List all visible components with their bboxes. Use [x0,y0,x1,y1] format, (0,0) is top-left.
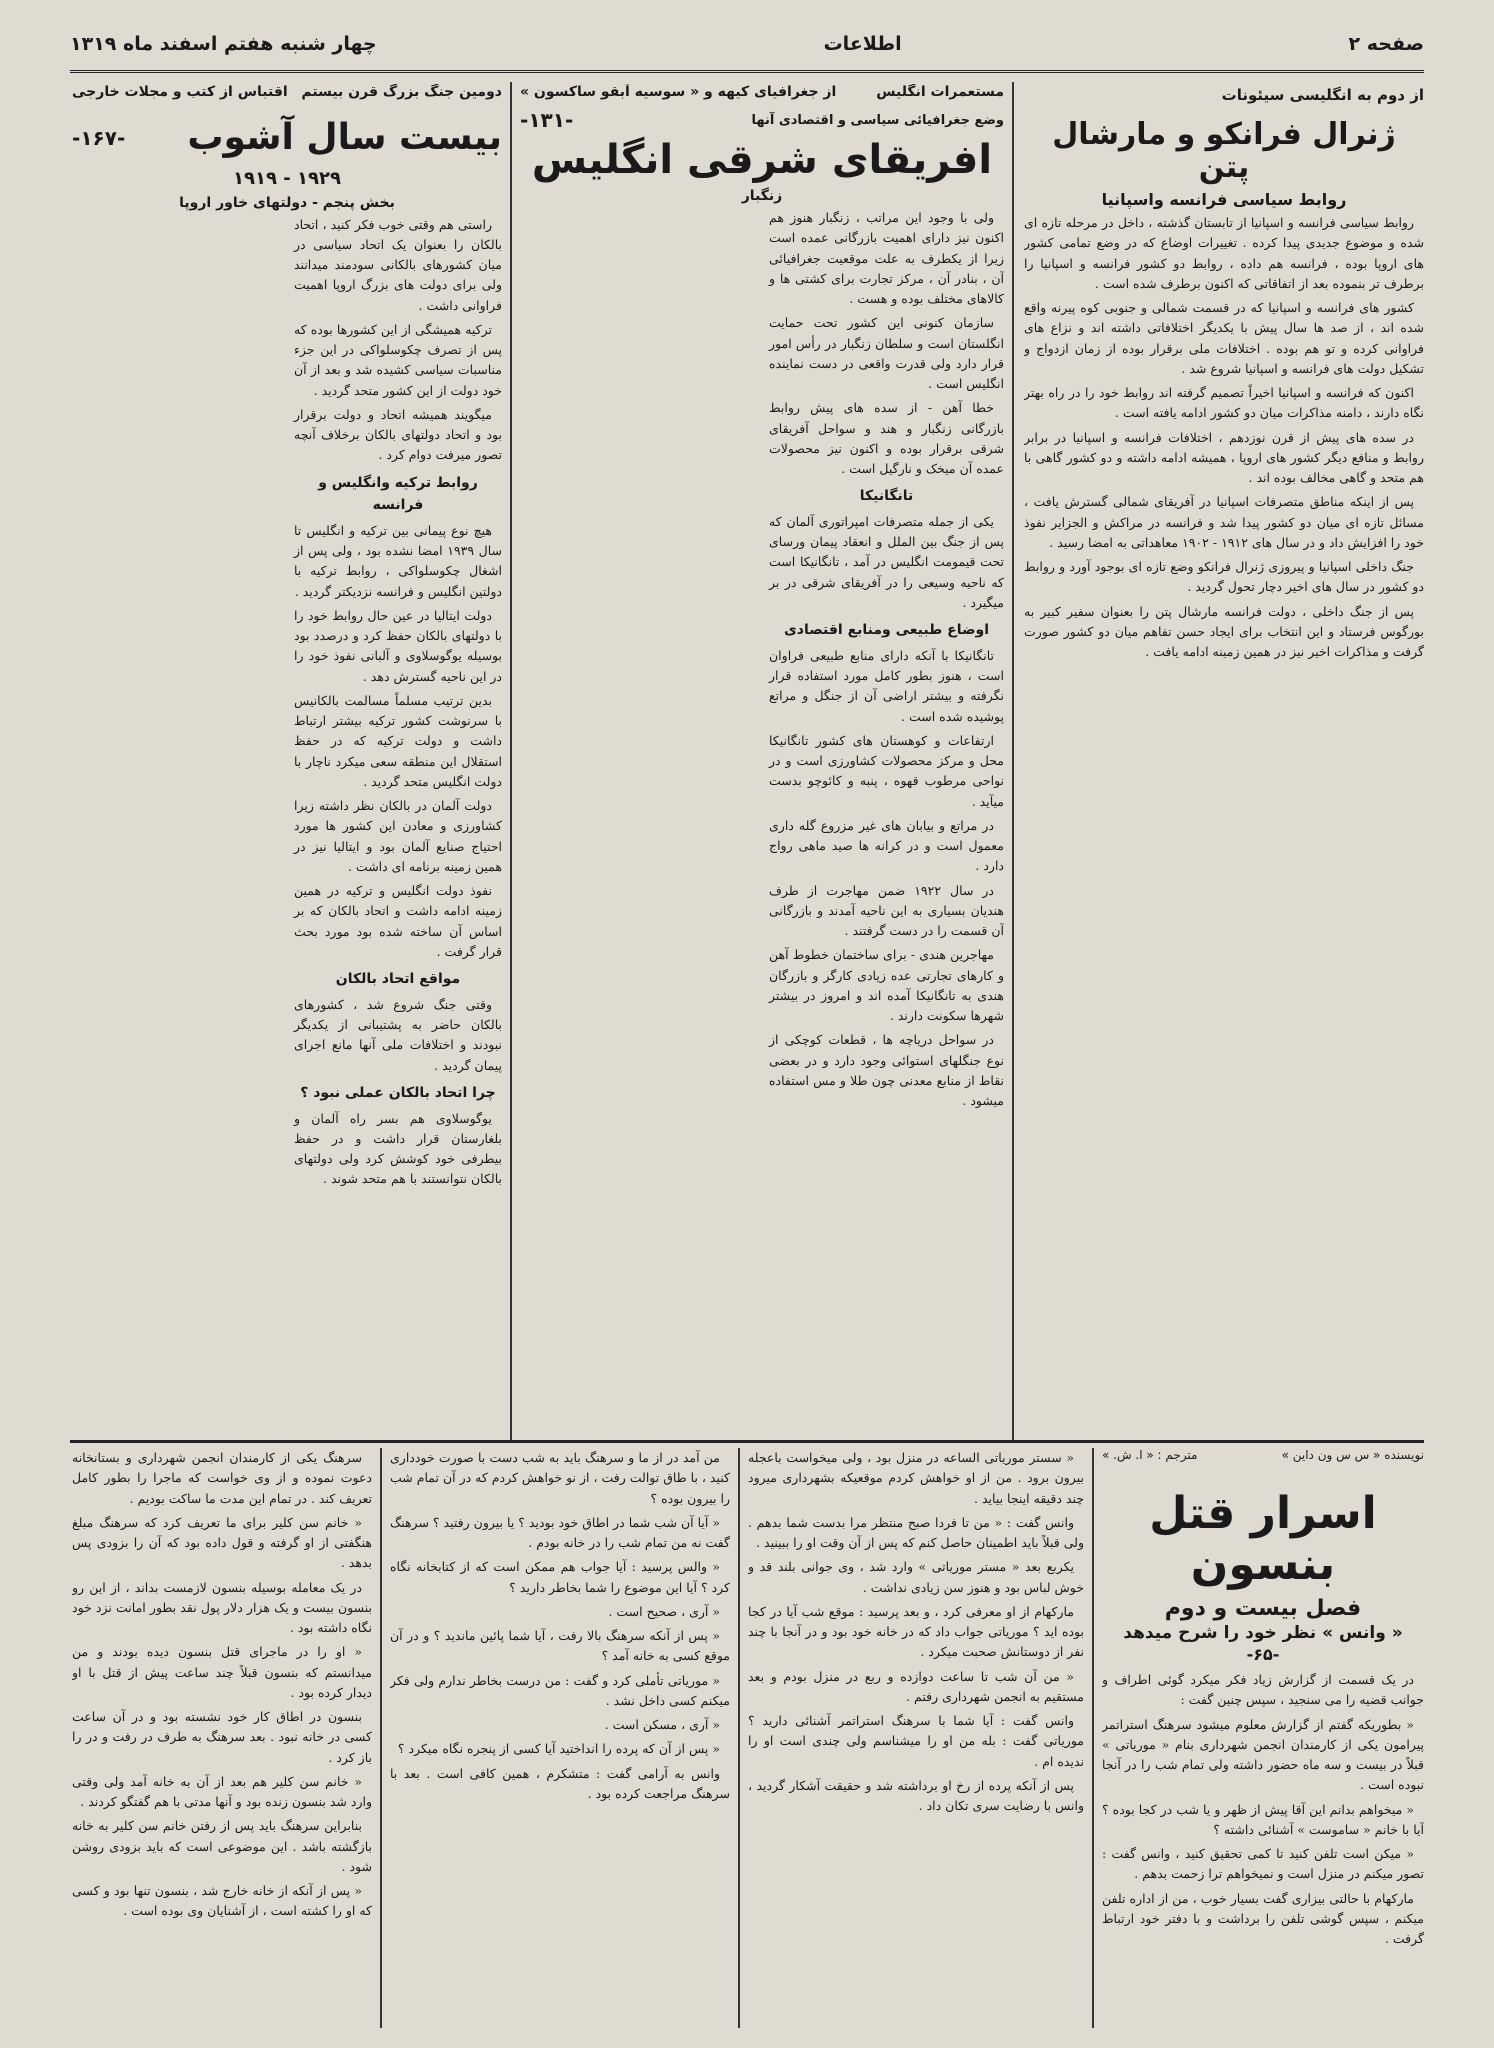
paragraph: « میکن است تلفن کنید تا کمی تحقیق کنید ، وانس گفت : تصور میکنم در منزل است و نمیخواهم ترا زحمت بدهم . [1102,1846,1424,1882]
article-kicker-row [72,84,502,100]
paragraph: « خانم سن کلیر برای ما تعریف کرد که سرهنگ مبلغ هنگفتی از او گرفته و قول داده بود که آن را بزودی پس بدهد . [72,1514,372,1571]
story-body [748,1448,1084,1816]
part-heading: بخش پنجم - دولتهای خاور اروپا [179,194,395,211]
story-translator: مترجم : « ا. ش. » [1102,1448,1198,1462]
article-kicker-row [520,84,1004,100]
story-chapter: فصل بیست و دوم [1164,1596,1362,1621]
paragraph: ترکیه همیشگی از این کشورها بوده که پس از تصرف چکوسلواکی در این جزء مناسبات سیاسی کشیده شد و بعد از آن خود دولت از این کشور متحد گردید . [294,321,502,398]
paragraph: « پس از آن که پرده را انداختید آیا کسی از پنجره نگاه میکرد ؟ [397,1741,720,1757]
page-number: صفحه ۲ [1348,33,1424,55]
paragraph: مهاجرین هندی - برای ساختمان خطوط آهن و کارهای تجارتی عده زیادی کارگر و بازرگان هندی به تانگانیکا آمده اند و امروز در بیشتر شهرها سکونت دارند . [769,947,1004,1024]
section-heading: مواقع اتحاد بالکان [335,971,461,988]
story-title: اسرار قتل بنسون [1149,1488,1377,1590]
paragraph: « پس از آنکه از خانه خارج شد ، بنسون تنها بود و کسی که او را کشته است ، از آشنایان وی بوده است . [72,1883,372,1919]
paper-name: اطلاعات [823,33,902,55]
paragraph: خطا آهن - از سده های پیش روابط بازرگانی زنگبار و هند و سواحل آفریقای شرقی برقرار بوده و اکنون نیز محصولات عمده آن میخک و نارگیل است . [769,400,1004,476]
story-column-4 [72,1448,372,2028]
article-body [520,208,1004,1388]
article-kicker: از دوم به انگلیسی سیئونات [1221,86,1424,104]
paragraph: بنابراین سرهنگ باید پس از رفتن خانم سن کلیر به خانه بازگشته باشد . این موضوعی است که باید بزودی روشن شود . [72,1818,372,1874]
paragraph: ولی با وجود این مراتب ، زنگبار هنوز هم اکنون نیز دارای اهمیت بازرگانی عمده است زیرا از یکطرف به علت موقعیت جغرافیائی آن ، بنادر آن ، مرکز تجارت برای کشتی ها و کالاهای مختلف بوده و هست . [769,210,1004,306]
paragraph: دولت ایتالیا در عین حال روابط خود را با دولتهای بالکان حفظ کرد و درصدد بود بوسیله یوگوسلاوی و آلبانی نفوذ خود را در این ناحیه گسترش دهد . [294,607,502,684]
paragraph: در سده های پیش از قرن نوزدهم ، اختلافات فرانسه و اسپانیا در برابر روابط و منافع دیگر کشور های اروپا ، همیشه ادامه داشته و دو کشور گاهی با هم متحد و گاهی مخالف بوده اند . [1024,429,1424,485]
paragraph: پس از آنکه پرده از رخ او برداشته شد و حقیقت آشکار گردید ، وانس با رضایت سری تکان داد . [748,1777,1084,1813]
paragraph: جنگ داخلی اسپانیا و پیروزی ژنرال فرانکو وضع تازه ای بوجود آورد و روابط دو کشور در سال های اخیر دچار تحول گردید . [1024,559,1424,595]
paragraph: « آیا آن شب شما در اطاق خود بودید ؟ یا بیرون رفتید ؟ سرهنگ گفت نه من تمام شب را در خانه بودم . [390,1514,730,1550]
paragraph: « من آن شب تا ساعت دوازده و ربع در منزل بودم و بعد مستقیم به انجمن شهرداری رفتم . [748,1668,1084,1704]
story-body [1102,1670,1424,1949]
article-body [1024,213,1424,662]
section-divider [70,1440,1424,1443]
article-subtitle: روابط سیاسی فرانسه واسپانیا [1101,190,1347,209]
issue-date: چهار شنبه هفتم اسفند ماه ۱۳۱۹ [70,33,377,55]
paragraph: هیچ نوع پیمانی بین ترکیه و انگلیس تا سال ۱۹۳۹ امضا نشده بود ، ولی پس از اشغال چکوسلواکی ، روابط ترکیه با دولتین انگلیس و فرانسه نزدیکتر گردید . [294,522,502,599]
story-body [72,1448,372,1922]
paragraph: یکربع بعد « مستر موریاتی » وارد شد ، وی جوانی بلند قد و خوش لباس بود و هنوز سن زیادی نداشت . [748,1559,1084,1595]
paragraph: « میخواهم بدانم این آقا پیش از ظهر و یا شب در کجا بوده ؟ آیا با خانم « ساموست » آشنائی داشته ؟ [1102,1801,1424,1837]
paragraph: « بطوریکه گفتم از گزارش معلوم میشود سرهنگ استراتمر پیرامون یکی از کارمندان انجمن شهرداری بنام « موریاتی » قبلاً در بیست و سه ماه حضور داشته ولی تمام شب را در آنجا نبوده است . [1102,1716,1424,1793]
paragraph: سرهنگ یکی از کارمندان انجمن شهرداری و بستانخانه دعوت نموده و از وی خواست که ماجرا را بطور کامل تعریف کند . در تمام این مدت ما ساکت بودیم . [72,1450,372,1506]
paragraph: مارکهام از او معرفی کرد ، و بعد پرسید : موقع شب آیا در کجا بوده اید ؟ موریاتی جواب داد که در خانه خود بود و در آنجا با چند نفر از دوستانش صحبت میکرد . [748,1603,1084,1660]
article-deck: وضع جغرافیائی سیاسی و اقتصادی آنها [751,112,1004,128]
story-author: نویسنده « س س ون داین » [1281,1448,1424,1462]
article-title: بیست سال آشوب [187,117,502,158]
paragraph: وانس گفت : آیا شما با سرهنگ استراتمر آشنائی دارید ؟ موریاتی گفت : بله من او را میشناسم ولی چندی است او را ندیده ام . [748,1713,1084,1769]
column-rule [1092,1448,1094,2028]
paragraph: اکنون که فرانسه و اسپانیا اخیراً تصمیم گرفته اند روابط خود را در راه بهتر نگاه دارند ، دامنه مذاکرات میان دو کشور ادامه یافته است . [1024,385,1424,421]
paragraph: در سواحل دریاچه ها ، قطعات کوچکی از نوع جنگلهای استوائی وجود دارد و در بعضی نقاط از منابع معدنی چون طلا و مس استفاده میشود . [769,1032,1004,1109]
running-header [70,18,1424,73]
article-source: اقتباس از کتب و مجلات خارجی [72,84,288,100]
section-heading: روابط ترکیه وانگلیس و فرانسه [318,474,478,514]
article-east-africa [520,84,1004,1434]
column-rule [738,1448,740,2028]
section-heading: چرا اتحاد بالکان عملی نبود ؟ [300,1084,496,1101]
article-kicker: مستعمرات انگلیس [876,84,1004,100]
series-number: -۱۶۷- [72,125,126,150]
paragraph: پس از جنگ داخلی ، دولت فرانسه مارشال پتن را بعنوان سفیر کبیر به بورگوس فرستاد و این انتخاب برای ایجاد حسن تفاهم میان دو کشور صورت گرفت و مذاکرات اخیر نیز در همین زمینه ادامه یافت . [1024,603,1424,659]
paragraph: ارتفاعات و کوهستان های کشور تانگانیکا محل و مرکز محصولات کشاورزی است و در نواحی مرطوب قهوه ، پنبه و کائوچو بدست میآید . [769,732,1004,809]
story-byline-row [1102,1448,1424,1462]
paragraph: روابط سیاسی فرانسه و اسپانیا از تابستان گذشته ، داخل در مرحله تازه ای شده و موضوع جدیدی پیدا کرده . تغییرات اوضاع که در وضع تمامی کشور های اروپا بوده ، فرانسه هم داده ، روابط دو کشور فرانسه و اسپانیا را برطرف تر بنموده بعد از اتفاقاتی که اکنون برطرف شده است . [1024,215,1424,291]
paragraph: سازمان کنونی این کشور تحت حمایت انگلستان است و سلطان زنگبار در رأس امور قرار دارد ولی قدرت واقعی در دست نماینده انگلیس است . [769,315,1004,391]
article-body [72,215,502,1405]
paragraph: در مراتع و بیابان های غیر مزروع گله داری معمول است و در کرانه ها صید ماهی رواج دارد . [769,817,1004,874]
paragraph: وانس به آرامی گفت : متشکرم ، همین کافی است . بعد با سرهنگ مراجعت کرده بود . [390,1765,730,1801]
paragraph: بدین ترتیب مسلماً مسالمت بالکانیس با سرنوشت کشور ترکیه بیشتر ارتباط داشت و دولت ترکیه که در حفظ استقلال این منطقه سعی میکرد ناچار با دولت انگلیس متحد گردید . [294,692,502,789]
paragraph: نفوذ دولت انگلیس و ترکیه در همین زمینه ادامه داشت و اتحاد بالکان که بر اساس آن ساخته شده بود مورد بحث قرار گرفت . [294,883,502,959]
section-heading: زنگبار [741,188,783,204]
paragraph: وقتی جنگ شروع شد ، کشورهای بالکان حاضر به پشتیبانی از یکدیگر نبودند و اختلافات ملی آنها مانع اجرای پیمان گردید . [294,996,502,1073]
paragraph: در یک معامله بوسیله بنسون لازمست بداند ، از این رو بنسون بیست و یک هزار دلار پول نقد بطور امانت نزد خود نگاه داشته بود . [72,1579,372,1635]
paragraph: بنسون در اطاق کار خود نشسته بود و در آن ساعت کسی در خانه نبود . بعد سرهنگ به طرف در رفت و در را باز کرد . [72,1709,372,1765]
paragraph: یوگوسلاوی هم بسر راه آلمان و بلغارستان قرار داشت و در حفظ بیطرفی خود کوشش کرد ولی دولتهای بالکان نتوانستند با هم متحد شوند . [294,1110,502,1187]
paragraph: میگویند همیشه اتحاد و دولت برقرار بود و اتحاد دولتهای بالکان برخلاف آنچه تصور میرفت دوام کرد . [294,406,502,463]
title-row [72,118,502,158]
paragraph: مارکهام با حالتی بیزاری گفت بسیار خوب ، من از اداره تلفن میکنم ، سپس گوشی تلفن را برداشت و با دفتر خود ارتباط گرفت . [1102,1890,1424,1946]
section-heading: تانگانیکا [859,488,914,505]
paragraph: « آری ، صحیح است . [608,1603,720,1619]
paragraph: در یک قسمت از گزارش زیاد فکر میکرد گوئی اطراف و جوانب قضیه را می سنجید ، سپس چنین گفت : [1102,1672,1424,1708]
story-body [390,1448,730,1804]
paragraph: وانس گفت : « من تا فردا صبح منتظر مرا بدست شما بدهم . ولی قبلاً باید اطمینان حاصل کنم که پس از آن وقت او را ببینید . [748,1514,1084,1550]
series-number: -۱۳۱- [520,108,574,132]
serial-story-box [1102,1448,1424,2028]
article-years: ۱۹۲۹ - ۱۹۱۹ [233,167,341,189]
paragraph: یکی از جمله متصرفات امپراتوری آلمان که پس از جنگ بین الملل و انعقاد پیمان ورسای تحت قیمومت انگلیس در آمد ، تانگانیکا است که ناحیه وسیعی را در آفریقای شرقی در بر میگیرد . [769,513,1004,610]
article-source: از جغرافیای کیهه و « سوسیه آبقو ساکسون » [520,84,837,100]
paragraph: کشور های فرانسه و اسپانیا که در قسمت شمالی و جنوبی کوه پیرنه واقع شده اند ، از صد ها سال پیش با یکدیگر اختلافاتی داشته اند و نزاع های فراوانی کرده و تو هم بوده . اختلافات ملی برقرار بوده از زمان ازدواج و تشکیل دولت های فرانسه و اسپانیا شروع شد . [1024,300,1424,376]
story-column-2 [748,1448,1084,2028]
paragraph: دولت آلمان در بالکان نظر داشته زیرا کشاورزی و معادن این کشور ها مورد احتیاج صنایع آلمان بود و ایتالیا نیز در همین زمینه برنامه ای داشت . [294,798,502,874]
article-twenty-years [72,84,502,1434]
paragraph: « سستر موریاتی الساعه در منزل بود ، ولی میخواست باعجله بیرون برود . من از او خواهش کردم موقعیکه بشهرداری میرود چند دقیقه اینجا بیاید . [748,1450,1084,1506]
paragraph: « او را در ماجرای قتل بنسون دیده بودند و من میدانستم که بنسون قبلاً چند ساعت پیش از قتل با او دیدار کرده بود . [72,1644,372,1700]
article-title: افریقای شرقی انگلیس [531,137,993,183]
story-number: -۶۵- [1246,1645,1280,1664]
paragraph: راستی هم وقتی خوب فکر کنید ، اتحاد بالکان را بعنوان یک اتحاد سیاسی در میان کشورهای بالکانی سودمند میدانند ولی برای دولت های بزرگ اروپا اهمیت فراوانی داشت . [294,216,502,313]
column-rule [510,82,512,1440]
paragraph: در سال ۱۹۲۲ ضمن مهاجرت از طرف هندیان بسیاری به این ناحیه آمدند و بازرگانی آن قسمت را در دست گرفتند . [769,882,1004,939]
paragraph: « موریاتی تأملی کرد و گفت : من درست بخاطر ندارم ولی فکر میکنم کسی داخل نشد . [390,1672,730,1708]
story-summary: « وانس » نظر خود را شرح میدهد [1123,1623,1403,1643]
paragraph: « پس از آنکه سرهنگ بالا رفت ، آیا شما پائین ماندید ؟ و در آن موقع کسی به خانه آمد ؟ [390,1628,730,1664]
article-franco-petain [1024,84,1424,1434]
paragraph: تانگانیکا با آنکه دارای منابع طبیعی فراوان است ، هنوز بطور کامل مورد استفاده قرار نگرفته و بیشتر اراضی آن از جنگل و مراتع پوشیده شده است . [769,647,1004,724]
paragraph: پس از اینکه مناطق متصرفات اسپانیا در آفریقای شمالی گسترش یافت ، مسائل تازه ای میان دو کشور پیدا شد و فرانسه در مراکش و الجزایر نفوذ خود را افزایش داد و در سال های ۱۹۱۲ - ۱۹۰۲ معاهداتی به امضا رسید . [1024,494,1424,550]
deck-row [520,108,1004,132]
section-heading: اوضاع طبیعی ومنابع اقتصادی [783,622,990,639]
paragraph: « والس پرسید : آیا جواب هم ممکن است که از کتابخانه نگاه کرد ؟ آیا این موضوع را شما بخاطر دارید ؟ [390,1559,730,1595]
article-kicker: دومین جنگ بزرگ قرن بیستم [301,84,502,100]
story-column-3 [390,1448,730,2028]
paragraph: « آری ، مسکن است . [604,1717,720,1732]
column-rule [1012,82,1014,1440]
paragraph: من آمد در از ما و سرهنگ باید به شب دست با صورت خودداری کنید ، با طاق توالت رفت ، از نو خواهش کردم که در آن تمام شب را بیرون بوده ؟ [390,1450,730,1506]
paragraph: « خانم سن کلیر هم بعد از آن به خانه آمد ولی وقتی وارد شد بنسون زنده بود و آنها مدتی با هم گفتگو کردند . [72,1773,372,1809]
column-rule [380,1448,382,2028]
article-title: ژنرال فرانکو و مارشال پتن [1052,117,1396,185]
